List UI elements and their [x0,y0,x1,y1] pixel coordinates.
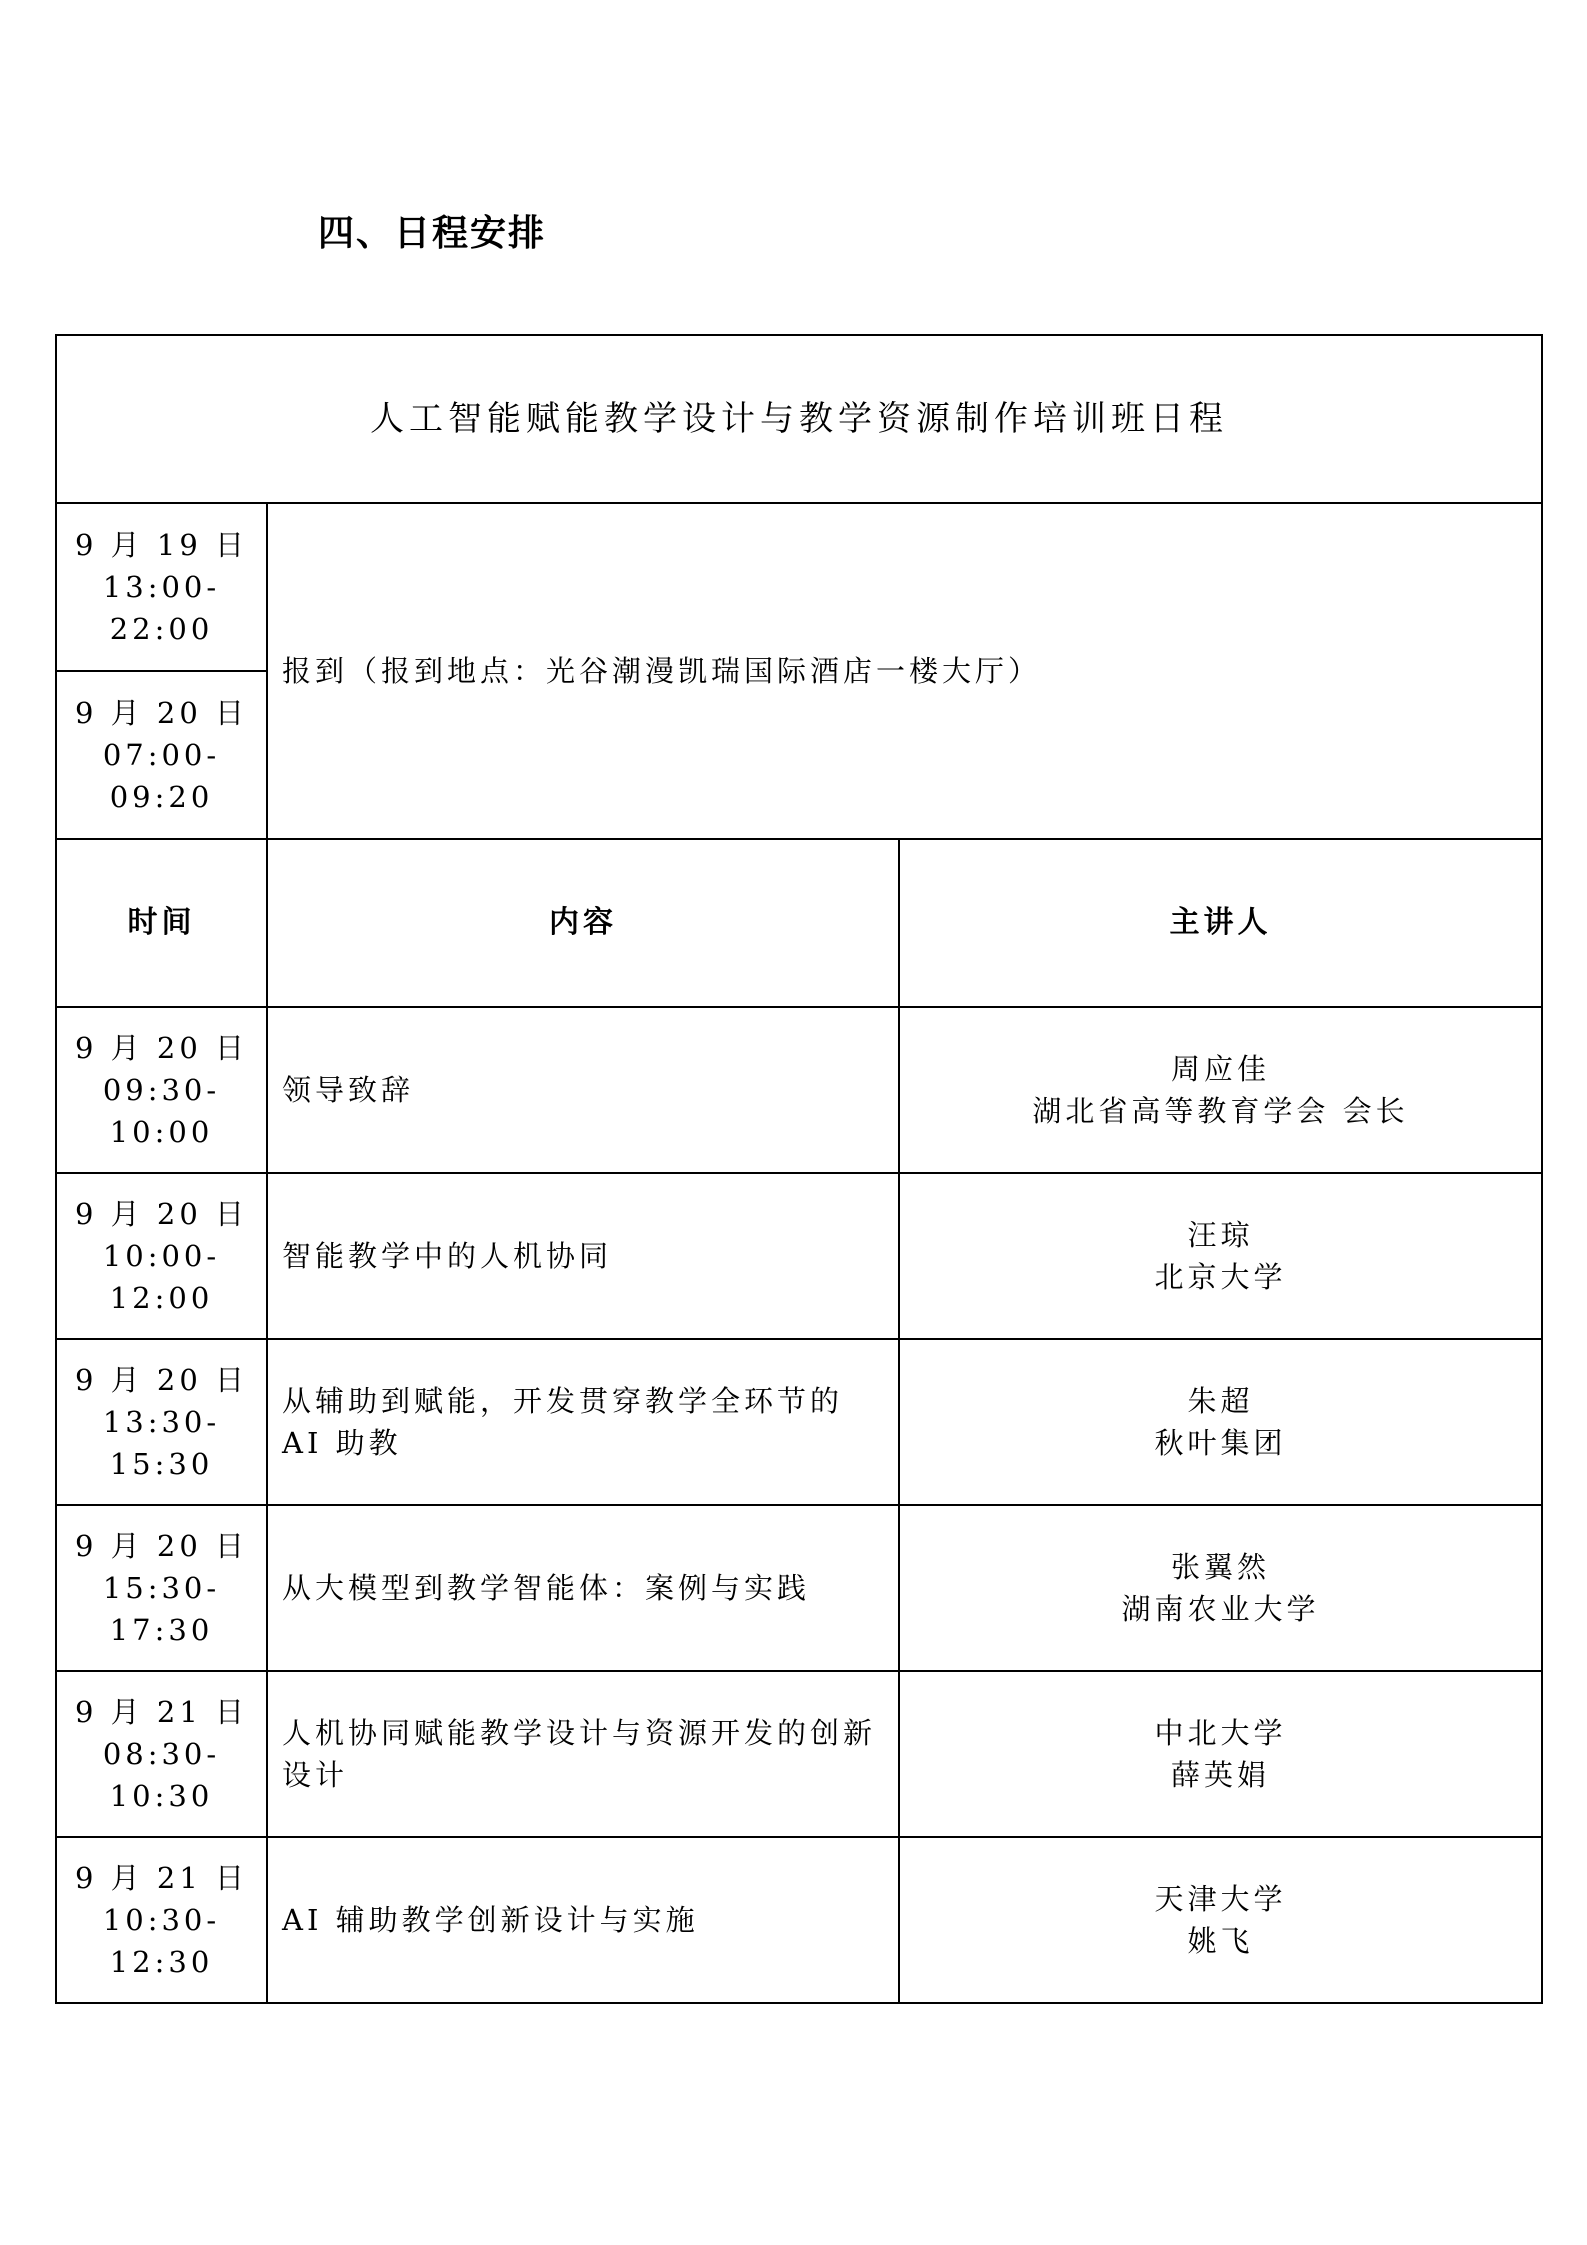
table-title-row [56,335,1542,503]
session-date: 9 月 20 日 [74,1363,248,1397]
session-date: 9 月 20 日 [74,1529,248,1563]
session-row [56,1671,1542,1837]
session-row [56,1007,1542,1173]
session-speaker [899,1505,1542,1671]
table-title: 人工智能赋能教学设计与教学资源制作培训班日程 [56,335,1542,503]
schedule-table [55,334,1543,2004]
session-hours: 10:30-12:30 [102,1903,221,1979]
session-hours: 15:30-17:30 [102,1571,221,1647]
session-speaker [899,1671,1542,1837]
session-row [56,1505,1542,1671]
header-time: 时间 [56,839,267,1007]
header-speaker: 主讲人 [899,839,1542,1007]
speaker-line: 中北大学 [1154,1716,1287,1750]
session-time [56,1007,267,1173]
registration-time: 13:00-22:00 [102,570,221,646]
session-time [56,1505,267,1671]
speaker-line: 周应佳 [1171,1052,1271,1086]
session-content: 领导致辞 [267,1007,899,1173]
session-date: 9 月 21 日 [74,1861,248,1895]
section-heading: 四、日程安排 [318,213,547,254]
speaker-line: 姚飞 [1187,1924,1254,1958]
session-date: 9 月 20 日 [74,1197,248,1231]
session-speaker [899,1837,1542,2003]
session-speaker [899,1007,1542,1173]
speaker-line: 薛英娟 [1171,1758,1271,1792]
session-content: 智能教学中的人机协同 [267,1173,899,1339]
registration-content: 报到（报到地点：光谷潮漫凯瑞国际酒店一楼大厅） [267,503,1542,839]
registration-date: 9 月 20 日 [74,696,248,730]
session-time [56,1837,267,2003]
speaker-line: 张翼然 [1171,1550,1271,1584]
registration-row [56,503,1542,671]
session-time [56,1173,267,1339]
session-row [56,1173,1542,1339]
speaker-line: 朱超 [1187,1384,1254,1418]
session-content: AI 辅助教学创新设计与实施 [267,1837,899,2003]
registration-slot [56,503,267,671]
session-hours: 10:00-12:00 [102,1239,221,1315]
speaker-line: 北京大学 [1154,1260,1287,1294]
session-date: 9 月 21 日 [74,1695,248,1729]
session-content: 从辅助到赋能，开发贯穿教学全环节的 AI 助教 [267,1339,899,1505]
session-time [56,1339,267,1505]
session-speaker [899,1339,1542,1505]
header-row [56,839,1542,1007]
speaker-line: 湖南农业大学 [1121,1592,1320,1626]
registration-time: 07:00-09:20 [102,738,221,814]
registration-slot [56,671,267,839]
speaker-line: 湖北省高等教育学会 会长 [1032,1094,1409,1128]
speaker-line: 秋叶集团 [1154,1426,1287,1460]
session-hours: 13:30-15:30 [102,1405,221,1481]
session-row [56,1339,1542,1505]
session-content: 从大模型到教学智能体：案例与实践 [267,1505,899,1671]
session-hours: 08:30-10:30 [102,1737,221,1813]
speaker-line: 天津大学 [1154,1882,1287,1916]
session-date: 9 月 20 日 [74,1031,248,1065]
session-row [56,1837,1542,2003]
header-content: 内容 [267,839,899,1007]
session-hours: 09:30-10:00 [102,1073,221,1149]
speaker-line: 汪琼 [1187,1218,1254,1252]
session-content: 人机协同赋能教学设计与资源开发的创新设计 [267,1671,899,1837]
session-speaker [899,1173,1542,1339]
session-time [56,1671,267,1837]
registration-date: 9 月 19 日 [74,528,248,562]
